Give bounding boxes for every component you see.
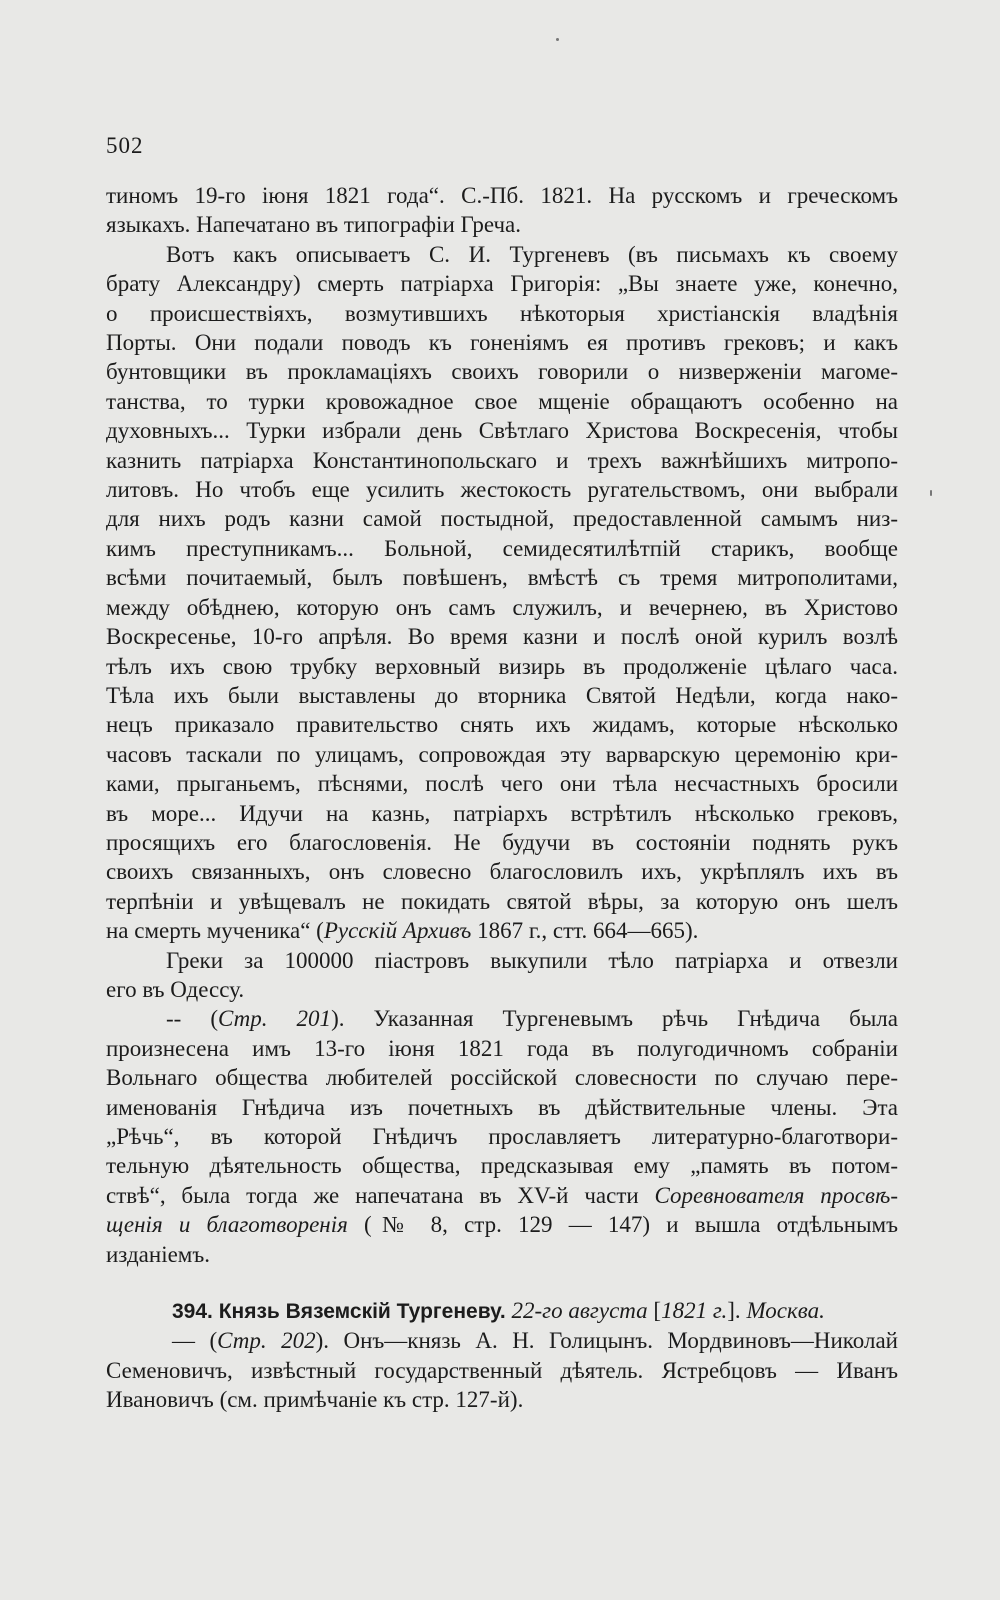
text-line: изданіемъ.	[106, 1241, 210, 1267]
text-line: часовъ таскали по улицамъ, сопровождая эту варварскую церемонію кри-	[106, 741, 898, 767]
text-line: бунтовщики въ прокламаціяхъ своихъ говорили о низверженіи магоме-	[106, 359, 898, 385]
text-segment: -- (	[166, 1006, 218, 1032]
letter-heading	[106, 1296, 898, 1326]
text-line: Вотъ какъ описываетъ С. И. Тургеневъ (въ письмахъ къ своему	[166, 241, 898, 267]
text-line: „Рѣчь“, въ которой Гнѣдичъ прославляетъ литературно-благотвори-	[106, 1124, 898, 1149]
page-number: 502	[106, 133, 144, 158]
text-line: Ивановичъ (см. примѣчаніе къ стр. 127-й).	[106, 1387, 524, 1413]
text-line	[106, 1004, 898, 1033]
journal-title: щенія и благотворенія	[106, 1212, 348, 1238]
text-line: въ море... Идучи на казнь, патріархъ встрѣтилъ нѣсколько грековъ,	[106, 800, 898, 826]
text-line: для нихъ родъ казни самой постыдной, предоставленной самымъ низ-	[106, 506, 898, 532]
text-line: кимъ преступникамъ... Больной, семидесятилѣтпій старикъ, вообще	[106, 535, 898, 561]
text-line: тѣлъ ихъ свою трубку верховный визирь въ продолженіе цѣлаго часа.	[106, 653, 898, 679]
text-segment: [	[647, 1298, 662, 1324]
text-line: Порты. Они подали поводъ къ гоненіямъ ея противъ грековъ; и какъ	[106, 330, 898, 356]
text-line: Семеновичъ, извѣстный государственный дѣятель. Ястребцовъ — Иванъ	[106, 1357, 898, 1383]
text-line	[106, 916, 898, 945]
text-line: нецъ приказало правительство снять ихъ жидамъ, которые нѣсколько	[106, 712, 898, 738]
page-reference: Стр. 202	[217, 1328, 316, 1354]
text-line: именованія Гнѣдича изъ почетныхъ въ дѣйствительные члены. Эта	[106, 1094, 898, 1120]
letter-year: 1821 г.	[661, 1298, 728, 1324]
text-line: Тѣла ихъ были выставлены до вторника Святой Недѣли, когда нако-	[106, 682, 898, 708]
body-text	[106, 181, 898, 1415]
text-line: языкахъ. Напечатано въ типографіи Греча.	[106, 212, 522, 238]
text-segment: 1867 г., стт. 664—665).	[471, 918, 699, 944]
text-line: литовъ. Но чтобъ еще усилить жестокость ругательствомъ, они выбрали	[106, 477, 898, 503]
text-segment: — (	[172, 1328, 218, 1354]
text-line: тиномъ 19-го іюня 1821 года“. С.-Пб. 1821. На русскомъ и греческомъ	[106, 183, 898, 208]
text-segment: ). Онъ—князь А. Н. Голицынъ. Мордвиновъ—Николай	[315, 1328, 898, 1354]
text-line: казнить патріарха Константинопольскаго и трехъ важнѣйшихъ митропо-	[106, 447, 898, 473]
text-line: Греки за 100000 піастровъ выкупили тѣло патріарха и отвезли	[166, 947, 898, 973]
text-segment: (№ 8, стр. 129 — 147) и вышла отдѣльнымъ	[347, 1212, 898, 1238]
text-line: своихъ связанныхъ, онъ словесно благословилъ ихъ, укрѣплялъ ихъ въ	[106, 859, 898, 885]
text-line: просящихъ его благословенія. Не будучи въ состояніи поднять рукъ	[106, 829, 898, 855]
text-segment: ствѣ“, была тогда же напечатана въ XV-й части	[106, 1182, 655, 1208]
text-line: о происшествіяхъ, возмутившихъ нѣкоторыя христіанскія владѣнія	[106, 300, 898, 326]
text-line: терпѣніи и увѣщевалъ не покидать святой вѣры, за которую онъ шелъ	[106, 888, 898, 914]
text-segment: на смерть мученика“ (	[106, 918, 324, 944]
text-line	[106, 1210, 898, 1239]
journal-title: Соревнователя просвѣ-	[654, 1182, 898, 1208]
section-gap	[106, 1269, 898, 1296]
journal-title: Русскій Архивъ	[323, 918, 472, 944]
text-line: ками, прыганьемъ, пѣснями, послѣ чего они тѣла несчастныхъ бросили	[106, 771, 898, 797]
text-line: Вольнаго общества любителей россійской словесности по случаю пере-	[106, 1065, 898, 1091]
page-reference: Стр. 201	[218, 1006, 332, 1032]
letter-date: 22-го августа	[511, 1298, 648, 1324]
text-segment: ].	[727, 1298, 747, 1324]
text-line: Воскресенье, 10-го апрѣля. Во время казни и послѣ оной курилъ возлѣ	[106, 624, 898, 650]
text-line: его въ Одессу.	[106, 976, 245, 1002]
print-speck	[930, 490, 932, 496]
text-line	[106, 1326, 898, 1355]
text-line: брату Александру) смерть патріарха Григорія: „Вы знаете уже, конечно,	[106, 271, 898, 297]
text-line: танства, то турки кровожадное свое мщеніе обращаютъ особенно на	[106, 388, 898, 414]
text-line: тельную дѣятельность общества, предсказывая ему „память въ потом-	[106, 1153, 898, 1179]
text-line: духовныхъ... Турки избрали день Свѣтлаго Христова Воскресенія, чтобы	[106, 418, 898, 444]
text-line: между обѣднею, которую онъ самъ служилъ, и вечернею, въ Христово	[106, 594, 898, 620]
text-line: всѣми почитаемый, былъ повѣшенъ, вмѣстѣ съ тремя митрополитами,	[106, 565, 898, 591]
letter-place: Москва.	[746, 1298, 825, 1324]
text-segment: ). Указанная Тургеневымъ рѣчь Гнѣдича была	[331, 1006, 898, 1032]
print-speck	[556, 38, 559, 41]
text-line	[106, 1181, 898, 1210]
letter-heading-title: 394. Князь Вяземскій Тургеневу.	[172, 1300, 506, 1324]
text-line: произнесена имъ 13-го іюня 1821 года въ полугодичномъ собраніи	[106, 1035, 898, 1061]
